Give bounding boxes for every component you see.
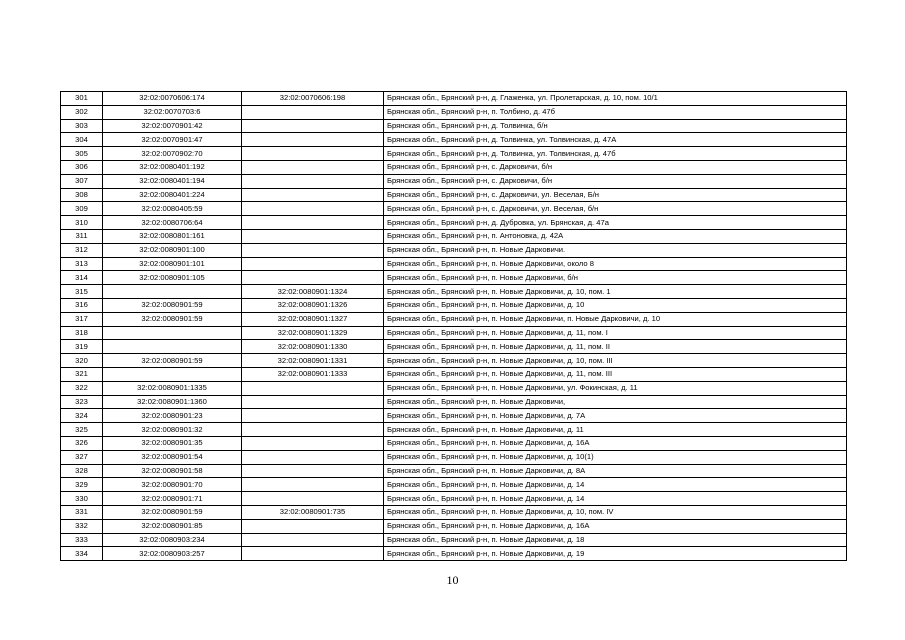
cadastral-table (60, 91, 847, 561)
table-row (61, 133, 847, 147)
address-cell: Брянская обл., Брянский р-н, д. Толвинка, б/н (384, 119, 847, 133)
row-number: 301 (61, 92, 103, 106)
row-number: 308 (61, 188, 103, 202)
cadastral-number-primary: 32:02:0080706:64 (103, 216, 242, 230)
address-cell: Брянская обл., Брянский р-н, п. Новые Дарковичи, д. 10(1) (384, 450, 847, 464)
row-number: 322 (61, 381, 103, 395)
row-number: 332 (61, 519, 103, 533)
cadastral-number-secondary (242, 257, 384, 271)
cadastral-number-secondary (242, 216, 384, 230)
table-row (61, 367, 847, 381)
cadastral-number-secondary: 32:02:0080901:1331 (242, 354, 384, 368)
cadastral-number-secondary (242, 409, 384, 423)
row-number: 306 (61, 160, 103, 174)
cadastral-number-primary (103, 340, 242, 354)
cadastral-number-secondary (242, 519, 384, 533)
cadastral-number-primary: 32:02:0070901:47 (103, 133, 242, 147)
cadastral-number-secondary: 32:02:0080901:1326 (242, 298, 384, 312)
cadastral-number-primary: 32:02:0080901:105 (103, 271, 242, 285)
row-number: 333 (61, 533, 103, 547)
table-row (61, 354, 847, 368)
cadastral-number-primary: 32:02:0080903:234 (103, 533, 242, 547)
address-cell: Брянская обл., Брянский р-н, п. Новые Дарковичи, д. 14 (384, 478, 847, 492)
address-cell: Брянская обл., Брянский р-н, п. Новые Дарковичи, б/н (384, 271, 847, 285)
cadastral-number-primary: 32:02:0080901:1335 (103, 381, 242, 395)
cadastral-number-secondary (242, 423, 384, 437)
cadastral-number-secondary: 32:02:0080901:1327 (242, 312, 384, 326)
table-row (61, 188, 847, 202)
cadastral-number-primary: 32:02:0080901:59 (103, 505, 242, 519)
cadastral-number-primary: 32:02:0070902:70 (103, 147, 242, 161)
address-cell: Брянская обл., Брянский р-н, п. Новые Дарковичи, д. 11, пом. III (384, 367, 847, 381)
table-body (61, 92, 847, 561)
row-number: 318 (61, 326, 103, 340)
address-cell: Брянская обл., Брянский р-н, п. Новые Дарковичи, д. 16А (384, 436, 847, 450)
row-number: 334 (61, 547, 103, 561)
table-row (61, 478, 847, 492)
row-number: 324 (61, 409, 103, 423)
row-number: 305 (61, 147, 103, 161)
row-number: 311 (61, 229, 103, 243)
row-number: 331 (61, 505, 103, 519)
cadastral-number-primary: 32:02:0080901:59 (103, 312, 242, 326)
cadastral-number-secondary (242, 547, 384, 561)
cadastral-number-primary: 32:02:0080901:59 (103, 298, 242, 312)
address-cell: Брянская обл., Брянский р-н, д. Толвинка, ул. Толвинская, д. 47б (384, 147, 847, 161)
address-cell: Брянская обл., Брянский р-н, п. Новые Дарковичи, д. 14 (384, 492, 847, 506)
table-row (61, 257, 847, 271)
row-number: 329 (61, 478, 103, 492)
table-row (61, 216, 847, 230)
row-number: 302 (61, 105, 103, 119)
cadastral-number-secondary (242, 464, 384, 478)
row-number: 323 (61, 395, 103, 409)
row-number: 309 (61, 202, 103, 216)
table-row (61, 409, 847, 423)
row-number: 330 (61, 492, 103, 506)
row-number: 328 (61, 464, 103, 478)
cadastral-number-primary: 32:02:0080801:161 (103, 229, 242, 243)
row-number: 317 (61, 312, 103, 326)
cadastral-number-primary: 32:02:0080401:194 (103, 174, 242, 188)
row-number: 310 (61, 216, 103, 230)
address-cell: Брянская обл., Брянский р-н, п. Новые Дарковичи, д. 8А (384, 464, 847, 478)
cadastral-number-secondary (242, 478, 384, 492)
row-number: 304 (61, 133, 103, 147)
table-row (61, 450, 847, 464)
table-row (61, 160, 847, 174)
cadastral-number-primary: 32:02:0070606:174 (103, 92, 242, 106)
table-row (61, 326, 847, 340)
table-row (61, 395, 847, 409)
cadastral-number-secondary: 32:02:0080901:1330 (242, 340, 384, 354)
cadastral-number-secondary (242, 174, 384, 188)
address-cell: Брянская обл., Брянский р-н, п. Антоновка, д. 42А (384, 229, 847, 243)
table-row (61, 312, 847, 326)
address-cell: Брянская обл., Брянский р-н, п. Новые Дарковичи. (384, 243, 847, 257)
cadastral-number-secondary (242, 119, 384, 133)
cadastral-number-primary: 32:02:0070901:42 (103, 119, 242, 133)
row-number: 321 (61, 367, 103, 381)
cadastral-number-primary: 32:02:0080901:101 (103, 257, 242, 271)
address-cell: Брянская обл., Брянский р-н, п. Новые Дарковичи, д. 7А (384, 409, 847, 423)
address-cell: Брянская обл., Брянский р-н, п. Новые Дарковичи, д. 10 (384, 298, 847, 312)
cadastral-number-secondary (242, 533, 384, 547)
row-number: 307 (61, 174, 103, 188)
row-number: 313 (61, 257, 103, 271)
address-cell: Брянская обл., Брянский р-н, с. Дарковичи, б/н (384, 174, 847, 188)
address-cell: Брянская обл., Брянский р-н, п. Новые Дарковичи, д. 18 (384, 533, 847, 547)
cadastral-number-primary: 32:02:0080901:35 (103, 436, 242, 450)
cadastral-number-secondary (242, 395, 384, 409)
address-cell: Брянская обл., Брянский р-н, с. Дарковичи, ул. Веселая, Б/н (384, 188, 847, 202)
cadastral-number-primary: 32:02:0080901:59 (103, 354, 242, 368)
address-cell: Брянская обл., Брянский р-н, п. Новые Дарковичи, д. 19 (384, 547, 847, 561)
address-cell: Брянская обл., Брянский р-н, п. Толбино, д. 47б (384, 105, 847, 119)
cadastral-number-primary (103, 326, 242, 340)
cadastral-number-secondary (242, 202, 384, 216)
cadastral-number-secondary (242, 160, 384, 174)
cadastral-number-primary: 32:02:0080401:224 (103, 188, 242, 202)
table-row (61, 174, 847, 188)
cadastral-number-secondary (242, 450, 384, 464)
address-cell: Брянская обл., Брянский р-н, п. Новые Дарковичи, д. 10, пом. 1 (384, 285, 847, 299)
table-row (61, 505, 847, 519)
page-number: 10 (446, 573, 459, 587)
address-cell: Брянская обл., Брянский р-н, п. Новые Дарковичи, д. 10, пом. IV (384, 505, 847, 519)
cadastral-number-primary: 32:02:0080901:100 (103, 243, 242, 257)
table-row (61, 105, 847, 119)
cadastral-number-primary: 32:02:0080901:58 (103, 464, 242, 478)
table-row (61, 533, 847, 547)
address-cell: Брянская обл., Брянский р-н, п. Новые Дарковичи, (384, 395, 847, 409)
cadastral-number-secondary: 32:02:0080901:1329 (242, 326, 384, 340)
row-number: 320 (61, 354, 103, 368)
address-cell: Брянская обл., Брянский р-н, с. Дарковичи, б/н (384, 160, 847, 174)
cadastral-number-secondary: 32:02:0080901:735 (242, 505, 384, 519)
cadastral-number-secondary: 32:02:0080901:1333 (242, 367, 384, 381)
cadastral-number-secondary: 32:02:0080901:1324 (242, 285, 384, 299)
address-cell: Брянская обл., Брянский р-н, с. Дарковичи, ул. Веселая, б/н (384, 202, 847, 216)
table-row (61, 547, 847, 561)
row-number: 316 (61, 298, 103, 312)
cadastral-number-primary: 32:02:0080901:23 (103, 409, 242, 423)
cadastral-number-primary: 32:02:0080903:257 (103, 547, 242, 561)
table-row (61, 285, 847, 299)
table-row (61, 298, 847, 312)
address-cell: Брянская обл., Брянский р-н, д. Дубровка, ул. Брянская, д. 47а (384, 216, 847, 230)
row-number: 314 (61, 271, 103, 285)
row-number: 325 (61, 423, 103, 437)
cadastral-number-primary: 32:02:0080405:59 (103, 202, 242, 216)
table-row (61, 381, 847, 395)
row-number: 303 (61, 119, 103, 133)
address-cell: Брянская обл., Брянский р-н, п. Новые Дарковичи, д. 11, пом. I (384, 326, 847, 340)
table-row (61, 464, 847, 478)
address-cell: Брянская обл., Брянский р-н, д. Толвинка, ул. Толвинская, д. 47А (384, 133, 847, 147)
address-cell: Брянская обл., Брянский р-н, д. Глаженка, ул. Пролетарская, д. 10, пом. 10/1 (384, 92, 847, 106)
table-row (61, 92, 847, 106)
cadastral-number-secondary (242, 381, 384, 395)
cadastral-number-secondary (242, 436, 384, 450)
cadastral-number-primary: 32:02:0070703:6 (103, 105, 242, 119)
table-row (61, 243, 847, 257)
table-row (61, 271, 847, 285)
row-number: 319 (61, 340, 103, 354)
cadastral-number-primary: 32:02:0080901:1360 (103, 395, 242, 409)
address-cell: Брянская обл., Брянский р-н, п. Новые Дарковичи, д. 10, пом. III (384, 354, 847, 368)
cadastral-number-primary: 32:02:0080901:71 (103, 492, 242, 506)
cadastral-number-secondary (242, 105, 384, 119)
address-cell: Брянская обл., Брянский р-н, п. Новые Дарковичи, д. 11, пом. II (384, 340, 847, 354)
table-row (61, 147, 847, 161)
row-number: 315 (61, 285, 103, 299)
address-cell: Брянская обл., Брянский р-н, п. Новые Дарковичи, д. 11 (384, 423, 847, 437)
cadastral-number-secondary (242, 492, 384, 506)
cadastral-number-primary: 32:02:0080901:32 (103, 423, 242, 437)
row-number: 327 (61, 450, 103, 464)
cadastral-number-primary (103, 367, 242, 381)
table-row (61, 202, 847, 216)
cadastral-number-secondary (242, 229, 384, 243)
address-cell: Брянская обл., Брянский р-н, п. Новые Дарковичи, ул. Фокинская, д. 11 (384, 381, 847, 395)
cadastral-number-primary: 32:02:0080901:70 (103, 478, 242, 492)
table-row (61, 519, 847, 533)
table-row (61, 436, 847, 450)
table-row (61, 340, 847, 354)
cadastral-number-secondary (242, 188, 384, 202)
row-number: 312 (61, 243, 103, 257)
address-cell: Брянская обл., Брянский р-н, п. Новые Дарковичи, д. 16А (384, 519, 847, 533)
table-row (61, 423, 847, 437)
table-row (61, 229, 847, 243)
cadastral-number-primary: 32:02:0080401:192 (103, 160, 242, 174)
table-row (61, 492, 847, 506)
cadastral-number-secondary (242, 243, 384, 257)
row-number: 326 (61, 436, 103, 450)
table-row (61, 119, 847, 133)
cadastral-number-secondary (242, 133, 384, 147)
address-cell: Брянская обл., Брянский р-н, п. Новые Дарковичи, п. Новые Дарковичи, д. 10 (384, 312, 847, 326)
address-cell: Брянская обл., Брянский р-н, п. Новые Дарковичи, около 8 (384, 257, 847, 271)
cadastral-number-secondary (242, 271, 384, 285)
cadastral-number-secondary (242, 147, 384, 161)
cadastral-number-primary: 32:02:0080901:54 (103, 450, 242, 464)
cadastral-number-secondary: 32:02:0070606:198 (242, 92, 384, 106)
cadastral-number-primary: 32:02:0080901:85 (103, 519, 242, 533)
cadastral-number-primary (103, 285, 242, 299)
